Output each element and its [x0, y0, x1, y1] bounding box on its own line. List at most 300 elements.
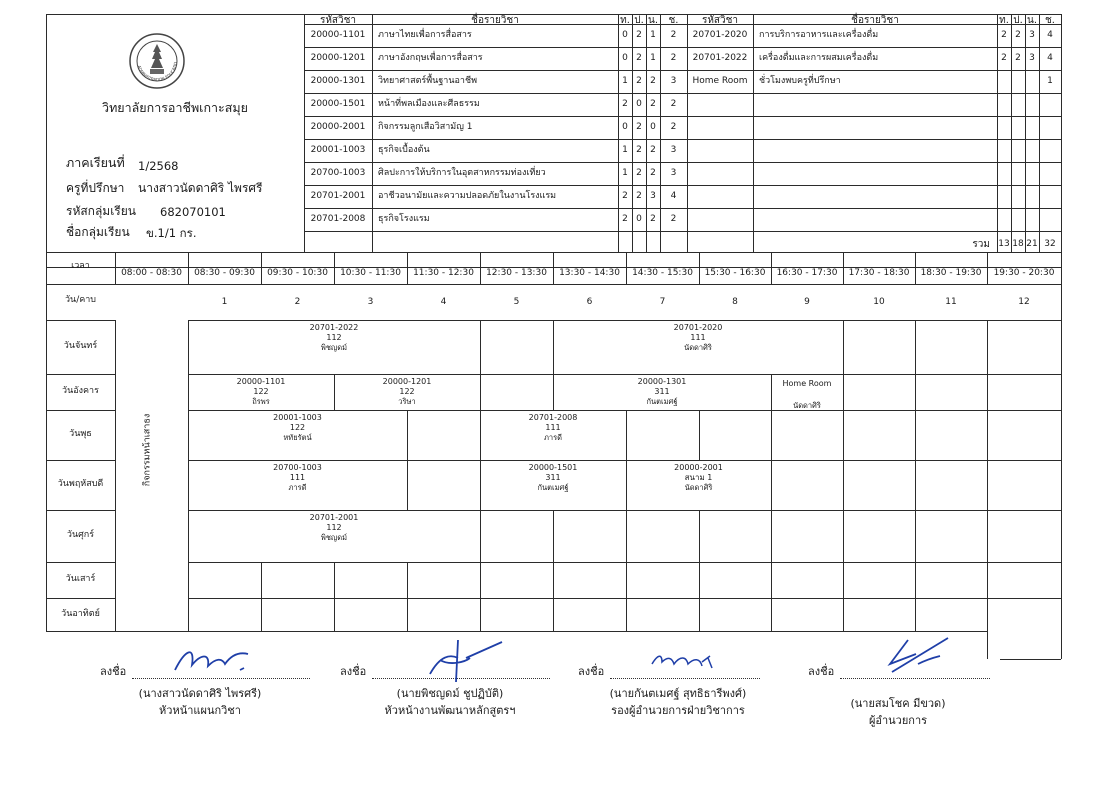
signer-title: รองผู้อำนวยการฝ่ายวิชาการ: [611, 704, 745, 717]
subjects-right-cell-code: 20701-2020: [692, 30, 748, 40]
grid-line: [771, 252, 772, 284]
entry-room: 111: [289, 473, 306, 482]
day-label: วันพฤหัสบดี: [57, 479, 104, 489]
grid-line: [987, 510, 988, 562]
subjects_left-cell-h: 2: [670, 30, 677, 40]
time-slot: 14:30 - 15:30: [632, 268, 693, 278]
grid-line: [987, 252, 988, 284]
grid-line: [304, 185, 687, 186]
group-code-label: รหัสกลุ่มเรียน: [66, 204, 136, 218]
subjects-right-t-header: ท.: [999, 15, 1009, 26]
entry-teacher: พิชญดม์: [320, 343, 348, 352]
subjects_left-cell-h: 3: [670, 168, 677, 178]
grid-line: [1061, 562, 1062, 598]
period-number: 6: [586, 297, 593, 307]
grid-line: [188, 374, 1061, 375]
advisor-label: ครูที่ปรึกษา: [66, 181, 125, 195]
subjects_left-cell-t: 1: [622, 76, 628, 86]
entry-room: 311: [654, 387, 670, 396]
grid-line: [987, 374, 988, 410]
subjects-right-cell-code: 20701-2022: [692, 53, 748, 63]
entry-room: 122: [399, 387, 415, 396]
subjects_left-cell-p: 2: [636, 53, 642, 63]
subjects_left-cell-p: 2: [636, 145, 642, 155]
grid-line: [626, 598, 627, 631]
subjects_left-name-header: ชื่อรายวิชา: [471, 15, 519, 26]
grid-line: [915, 598, 916, 631]
entry-teacher: วริษา: [398, 397, 416, 406]
grid-line: [997, 14, 998, 252]
handwritten-signature-3: [650, 648, 730, 678]
subjects_left-t-header: ท.: [620, 15, 630, 26]
grid-line: [687, 116, 1061, 117]
time-slot: 19:30 - 20:30: [993, 268, 1055, 278]
subjects_left-cell-code: 20000-2001: [310, 122, 366, 132]
grid-line: [915, 510, 916, 562]
grid-line: [334, 252, 335, 284]
entry-teacher: ถิรพร: [252, 397, 270, 406]
subjects_left-cell-p: 2: [636, 30, 642, 40]
entry-teacher: นัดดาศิริ: [793, 401, 821, 410]
grid-line: [304, 47, 687, 48]
signer-title: ผู้อำนวยการ: [868, 714, 928, 727]
grid-line: [771, 510, 772, 562]
grid-line: [687, 231, 1061, 232]
entry-code: 20000-1101: [236, 377, 286, 386]
total-p: 18: [1012, 239, 1024, 249]
grid-line: [987, 320, 988, 374]
period-number: 2: [294, 297, 301, 307]
grid-line: [915, 460, 916, 510]
entry-teacher: ภารดี: [543, 433, 563, 442]
grid-line: [188, 598, 1061, 599]
subjects_left-cell-h: 2: [670, 53, 677, 63]
subjects_left-cell-n: 1: [650, 53, 656, 63]
subjects_left-cell-code: 20001-1003: [310, 145, 366, 155]
subjects_left-cell-name: ภาษาไทยเพื่อการสื่อสาร: [378, 30, 472, 40]
semester-label: ภาคเรียนที่: [66, 155, 125, 170]
entry-teacher: นัดดาศิริ: [684, 343, 712, 352]
time-slot: 18:30 - 19:30: [920, 268, 982, 278]
grid-line: [304, 116, 687, 117]
day-label: วันศุกร์: [66, 530, 95, 540]
group-name-label: ชื่อกลุ่มเรียน: [66, 225, 130, 239]
grid-line: [480, 252, 481, 284]
grid-line: [1025, 14, 1026, 252]
grid-line: [115, 410, 116, 460]
grid-line: [304, 139, 687, 140]
entry-room: 311: [545, 473, 561, 482]
handwritten-signature-1: [170, 640, 270, 680]
signer-name: (นางสาวนัดดาศิริ ไพรศรี): [138, 687, 262, 700]
signer-name: (นายสมโชค มีขวด): [850, 697, 946, 710]
entry-code: 20701-2020: [673, 323, 723, 332]
subjects_left-cell-n: 3: [650, 191, 656, 201]
grid-line: [188, 510, 1061, 511]
signer-title: หัวหน้าแผนกวิชา: [159, 704, 241, 717]
grid-line: [843, 320, 844, 374]
subjects_left-cell-name: วิทยาศาสตร์พื้นฐานอาชีพ: [378, 76, 478, 86]
grid-line: [699, 252, 700, 284]
total-h: 32: [1044, 239, 1056, 249]
grid-line: [987, 460, 988, 510]
grid-line: [1061, 598, 1062, 631]
subjects_left-cell-h: 2: [670, 122, 677, 132]
grid-line: [261, 562, 262, 598]
grid-line: [188, 252, 189, 284]
grid-line: [115, 320, 116, 374]
subjects_left-cell-name: กิจกรรมลูกเสือวิสามัญ 1: [378, 122, 473, 132]
subjects_left-cell-n: 2: [650, 99, 656, 109]
entry-teacher: ภารดี: [288, 483, 307, 492]
grid-line: [699, 598, 700, 631]
period-header-label: วัน/คาบ: [64, 295, 97, 305]
subjects_left-cell-p: 2: [636, 168, 642, 178]
subjects_left-cell-name: ภาษาอังกฤษเพื่อการสื่อสาร: [378, 53, 483, 63]
period-number: 9: [804, 297, 810, 307]
handwritten-signature-2: [410, 636, 510, 686]
grid-line: [46, 460, 115, 461]
time-slot: 09:30 - 10:30: [267, 268, 328, 278]
grid-line: [915, 252, 916, 284]
grid-line: [304, 231, 687, 232]
grid-line: [915, 320, 916, 374]
subjects-right-cell-t: 2: [1001, 53, 1007, 63]
subjects-right-cell-h: 4: [1047, 53, 1053, 63]
grid-line: [915, 562, 916, 598]
grid-line: [115, 374, 116, 410]
subjects_left-cell-code: 20700-1003: [310, 168, 366, 178]
subjects_left-cell-code: 20000-1301: [310, 76, 366, 86]
subjects_left-cell-t: 0: [622, 122, 628, 132]
grid-line: [843, 598, 844, 631]
college-name: วิทยาลัยการอาชีพเกาะสมุย: [102, 100, 248, 115]
entry-code: 20000-1201: [382, 377, 432, 386]
grid-line: [915, 374, 916, 410]
grid-line: [771, 460, 772, 510]
grid-line: [626, 252, 627, 284]
grid-line: [687, 70, 1061, 71]
grid-line: [687, 93, 1061, 94]
period-number: 8: [732, 297, 738, 307]
subjects-right-cell-t: 2: [1001, 30, 1007, 40]
grid-line: [987, 598, 988, 631]
signature-block-1: [100, 640, 320, 740]
subjects_left-cell-h: 4: [670, 191, 677, 201]
entry-code: 20000-1501: [528, 463, 578, 472]
entry-code: 20701-2022: [309, 323, 359, 332]
grid-line: [626, 510, 627, 562]
entry-room: 122: [289, 423, 306, 432]
day-label: วันจันทร์: [63, 341, 98, 351]
grid-line: [261, 252, 262, 284]
entry-room: 111: [690, 333, 706, 342]
grid-line: [843, 252, 844, 284]
grid-line: [843, 410, 844, 460]
subjects_left-cell-h: 3: [670, 76, 677, 86]
period-number: 1: [221, 297, 228, 307]
entry-room: 111: [545, 423, 561, 432]
grid-line: [843, 510, 844, 562]
subjects_left-cell-code: 20000-1201: [310, 53, 366, 63]
subjects_left-cell-h: 2: [670, 99, 677, 109]
grid-line: [188, 562, 1061, 563]
grid-line: [480, 374, 481, 410]
subjects-right-cell-n: 3: [1029, 53, 1035, 63]
total-n: 21: [1026, 239, 1038, 249]
grid-line: [480, 510, 481, 562]
grid-line: [115, 460, 116, 510]
subjects_left-cell-p: 2: [636, 76, 642, 86]
flag-ceremony-label: กิจกรรมหน้าเสาธง: [142, 413, 153, 487]
signer-name: (นายพิชญดม์ ชูปฏิบัติ): [396, 687, 504, 700]
grid-line: [46, 320, 115, 321]
grid-line: [304, 70, 687, 71]
grid-line: [46, 598, 115, 599]
semester-value: 1/2568: [138, 159, 179, 173]
grid-line: [304, 208, 687, 209]
subjects-right-n-header: น.: [1026, 15, 1037, 26]
grid-line: [261, 598, 262, 631]
day-label: วันอังคาร: [62, 386, 99, 396]
subjects_left-cell-name: ธุรกิจโรงแรม: [378, 214, 430, 224]
advisor-value: นางสาวนัดดาศิริ ไพรศรี: [138, 181, 263, 195]
subjects-right-cell-n: 3: [1029, 30, 1035, 40]
grid-line: [687, 208, 1061, 209]
entry-teacher: พิชญดม์: [320, 533, 348, 542]
period-number: 4: [440, 297, 447, 307]
grid-line: [1061, 410, 1062, 460]
subjects_left-cell-t: 1: [622, 145, 628, 155]
subjects_left-code-header: รหัสวิชา: [319, 15, 357, 26]
grid-line: [987, 410, 988, 460]
entry-code: 20701-2008: [528, 413, 578, 422]
subjects-right-cell-p: 2: [1015, 53, 1021, 63]
grid-line: [46, 374, 115, 375]
grid-line: [1061, 14, 1062, 252]
time-slot: 11:30 - 12:30: [413, 268, 474, 278]
group-name-value: ข.1/1 กร.: [146, 226, 197, 240]
grid-line: [115, 252, 116, 284]
subjects_left-cell-p: 0: [636, 99, 642, 109]
grid-line: [188, 460, 1061, 461]
subjects_left-cell-n: 2: [650, 214, 656, 224]
subjects_left-p-header: ป.: [634, 15, 644, 26]
subjects-right-cell-name: การบริการอาหารและเครื่องดื่ม: [759, 30, 879, 40]
grid-line: [304, 93, 687, 94]
grid-line: [687, 185, 1061, 186]
total-t: 13: [998, 239, 1010, 249]
grid-line: [46, 284, 1061, 285]
time-header-label: เวลา: [71, 261, 90, 271]
grid-line: [553, 510, 554, 562]
time-slot: 12:30 - 13:30: [486, 268, 547, 278]
sign-prefix: ลงชื่อ: [100, 665, 127, 678]
grid-line: [188, 562, 189, 598]
period-number: 3: [367, 297, 374, 307]
period-number: 5: [513, 297, 520, 307]
grid-line: [334, 562, 335, 598]
entry-code: 20701-2001: [309, 513, 359, 522]
time-slot: 15:30 - 16:30: [704, 268, 766, 278]
subjects_left-cell-t: 2: [622, 191, 628, 201]
entry-teacher: กันตเมศฐ์: [646, 397, 678, 406]
subjects-right-cell-p: 2: [1015, 30, 1021, 40]
subjects_left-cell-name: อาชีวอนามัยและความปลอดภัยในงานโรงแรม: [378, 191, 557, 201]
grid-line: [1061, 510, 1062, 562]
grid-line: [1061, 374, 1062, 410]
subjects_left-cell-h: 2: [670, 214, 677, 224]
entry-room: สนาม 1: [684, 473, 713, 482]
grid-line: [699, 562, 700, 598]
period-number: 7: [659, 297, 666, 307]
grid-line: [115, 562, 116, 598]
grid-line: [687, 162, 1061, 163]
sign-prefix: ลงชื่อ: [808, 665, 835, 678]
grid-line: [480, 562, 481, 598]
grid-line: [626, 410, 627, 460]
grid-line: [188, 598, 189, 631]
subjects_left-cell-h: 3: [670, 145, 677, 155]
subjects_left-cell-name: ศิลปะการให้บริการในอุตสาหกรรมท่องเที่ยว: [378, 168, 546, 178]
subjects_left-h-header: ช.: [668, 15, 679, 26]
subjects-right-cell-name: เครื่องดื่มและการผสมเครื่องดื่ม: [759, 53, 879, 63]
grid-line: [987, 562, 988, 598]
entry-teacher: นัดดาศิริ: [684, 483, 713, 492]
entry-code: 20700-1003: [273, 463, 322, 472]
grid-line: [771, 598, 772, 631]
grid-line: [46, 510, 115, 511]
entry-teacher: หทัยรัตน์: [283, 433, 312, 442]
subjects_left-cell-p: 0: [636, 214, 642, 224]
day-label: วันเสาร์: [65, 574, 96, 584]
subjects_left-cell-n: 0: [650, 122, 656, 132]
grid-line: [115, 510, 116, 562]
grid-line: [687, 47, 1061, 48]
grid-line: [407, 410, 408, 460]
grid-line: [46, 631, 987, 632]
total-label: รวม: [972, 239, 990, 250]
subjects_left-cell-code: 20000-1101: [310, 30, 366, 40]
grid-line: [771, 562, 772, 598]
subjects_left-cell-t: 2: [622, 214, 628, 224]
time-slot: 08:30 - 09:30: [194, 268, 255, 278]
subjects_left-cell-n: 2: [650, 168, 656, 178]
entry-code: 20000-2001: [674, 463, 723, 472]
subjects_left-cell-t: 1: [622, 168, 628, 178]
subjects-right-code-header: รหัสวิชา: [701, 15, 739, 26]
grid-line: [188, 410, 1061, 411]
grid-line: [46, 410, 115, 411]
subjects_left-cell-t: 0: [622, 30, 628, 40]
entry-room: 112: [326, 333, 342, 342]
grid-line: [1011, 14, 1012, 252]
grid-line: [553, 562, 554, 598]
grid-line: [407, 252, 408, 284]
day-label: วันอาทิตย์: [61, 608, 100, 619]
subjects_left-cell-name: ธุรกิจเบื้องต้น: [378, 145, 430, 155]
grid-line: [372, 14, 373, 252]
grid-line: [915, 410, 916, 460]
subjects_left-n-header: น.: [647, 15, 658, 26]
entry-room: 122: [253, 387, 269, 396]
subjects-right-h-header: ช.: [1045, 15, 1055, 26]
period-number: 11: [945, 297, 957, 307]
grid-line: [687, 14, 688, 252]
entry-code: 20000-1301: [637, 377, 687, 386]
signer-name: (นายกันตเมศฐ์ สุทธิธารีพงศ์): [609, 687, 747, 700]
sign-prefix: ลงชื่อ: [578, 665, 605, 678]
grid-line: [1061, 320, 1062, 374]
subjects-right-cell-code: Home Room: [692, 76, 748, 86]
grid-line: [843, 562, 844, 598]
subjects-right-cell-h: 4: [1047, 30, 1053, 40]
subjects_left-cell-code: 20000-1501: [310, 99, 366, 109]
signature-block-3: [578, 640, 798, 740]
subjects_left-cell-p: 2: [636, 191, 642, 201]
subjects_left-cell-name: หน้าที่พลเมืองและศีลธรรม: [378, 99, 480, 109]
header-info-block: [46, 14, 304, 252]
subjects-right-cell-name: ชั่วโมงพบครูที่ปรึกษา: [759, 76, 841, 86]
entry-code: 20001-1003: [273, 413, 322, 422]
subjects_left-cell-n: 2: [650, 76, 656, 86]
subjects-right-p-header: ป.: [1013, 15, 1023, 26]
time-slot: 17:30 - 18:30: [848, 268, 910, 278]
time-slot: 10:30 - 11:30: [340, 268, 401, 278]
period-number: 10: [873, 297, 885, 307]
handwritten-signature-4: [878, 634, 968, 680]
grid-line: [46, 562, 115, 563]
logo-text: ADMINISTRATION EDUCATIO: [136, 61, 179, 83]
subjects_left-cell-t: 2: [622, 99, 628, 109]
subjects_left-cell-code: 20701-2001: [310, 191, 366, 201]
grid-line: [334, 598, 335, 631]
signature-block-2: [340, 640, 560, 740]
group-code-value: 682070101: [160, 205, 226, 219]
signer-title: หัวหน้างานพัฒนาหลักสูตรฯ: [384, 704, 516, 717]
grid-line: [407, 598, 408, 631]
college-logo: [128, 32, 186, 90]
day-label: วันพุธ: [69, 429, 92, 439]
entry-room: 112: [326, 523, 342, 532]
grid-line: [699, 510, 700, 562]
subjects_left-cell-t: 0: [622, 53, 628, 63]
grid-line: [407, 562, 408, 598]
grid-line: [687, 139, 1061, 140]
signature-block-4: [808, 640, 1008, 740]
grid-line: [753, 14, 754, 252]
grid-line: [1039, 14, 1040, 252]
grid-line: [626, 562, 627, 598]
time-slot: 08:00 - 08:30: [121, 268, 182, 278]
subjects_left-cell-n: 1: [650, 30, 656, 40]
time-slot: 16:30 - 17:30: [776, 268, 838, 278]
subjects_left-cell-n: 2: [650, 145, 656, 155]
grid-line: [188, 320, 1061, 321]
time-slot: 13:30 - 14:30: [559, 268, 620, 278]
grid-line: [1061, 460, 1062, 510]
grid-line: [553, 252, 554, 284]
grid-line: [843, 374, 844, 410]
sign-prefix: ลงชื่อ: [340, 665, 367, 678]
period-number: 12: [1018, 297, 1030, 307]
grid-line: [699, 410, 700, 460]
grid-line: [843, 460, 844, 510]
entry-teacher: กันตเมศฐ์: [537, 483, 569, 492]
grid-line: [480, 320, 481, 374]
grid-line: [304, 162, 687, 163]
entry-code: Home Room: [782, 379, 832, 388]
